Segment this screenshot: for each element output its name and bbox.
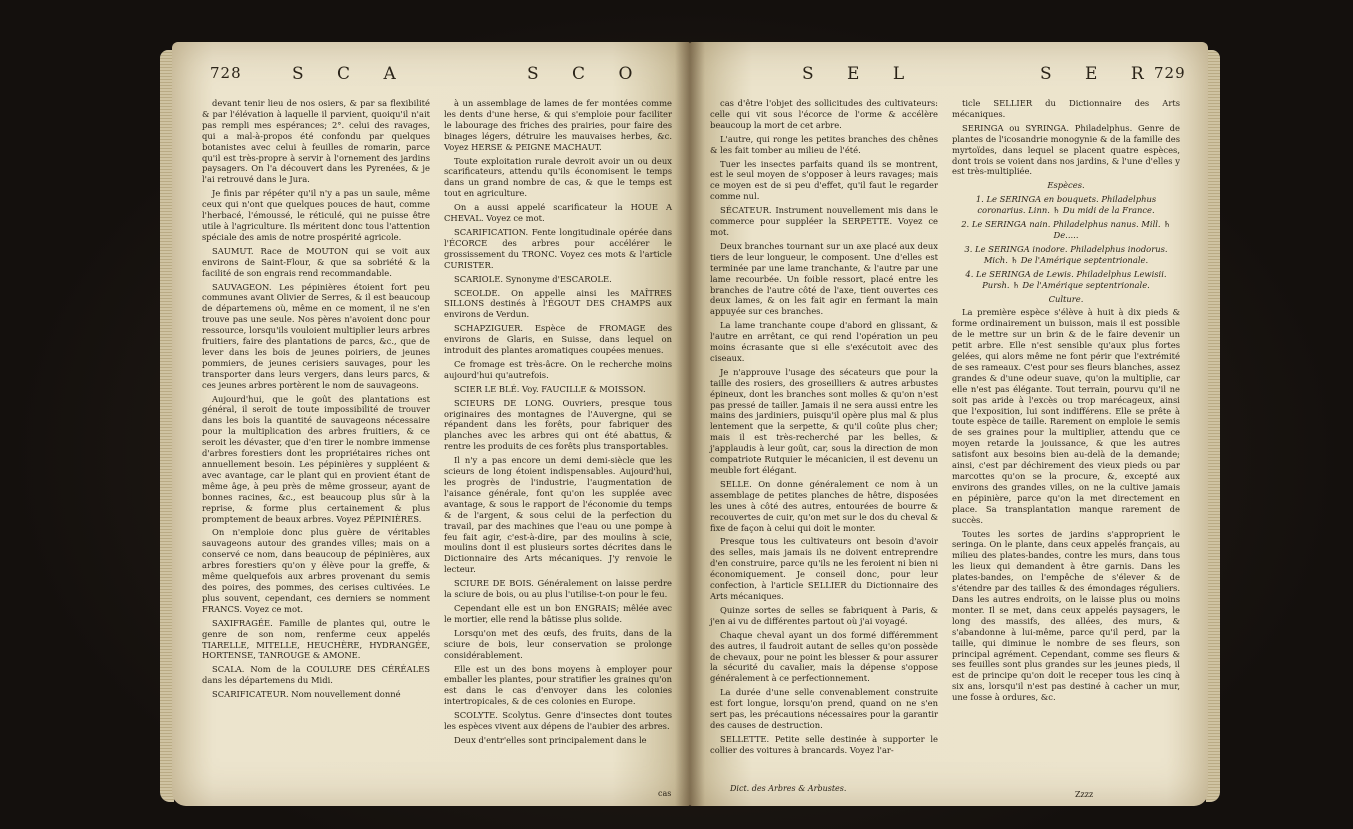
paragraph: Cependant elle est un bon ENGRAIS; mêlée avec le mortier, elle rend la bâtisse plus solide. [444, 602, 672, 624]
paragraph: 4. Le SERINGA de Lewis. Philadelphus Lewisii. Pursh. ♄ De l'Amérique septentrionale. [965, 268, 1167, 290]
paragraph: SCOLYTE. Scolytus. Genre d'insectes dont toutes les espèces vivent aux dépens de l'aubier des arbres. [444, 710, 672, 732]
footer-signature: Dict. des Arbres & Arbustes. [730, 784, 847, 793]
paragraph: SCEOLDE. On appelle ainsi les MAÎTRES SILLONS destinés à l'ÉGOUT DES CHAMPS aux environs de Verdun. [444, 287, 672, 320]
right-page-number: 729 [1154, 64, 1186, 82]
right-page [690, 42, 1208, 806]
open-book [160, 28, 1220, 818]
paragraph: Aujourd'hui, que le goût des plantations est général, il seroit de toute impossibilité de trouver dans les bois la quantité de sauvageons nécessaire pour la multiplication des arbres fruitiers, & ce seroit les dévaster, que d'en tirer le nombre immense d'arbres forestiers dont les propriétaires riches ont annuellement besoin. Les pépinières y suppléent & avec avantage, car le plant qui en provient étant de même âge, à peu près de même grosseur, ayant de bonnes racines, &c., est beaucoup plus sûr à la reprise, & forme plus certainement & plus promptement de beaux arbres. Voyez PÉPINIÈRES. [202, 393, 430, 524]
paragraph: Toutes les sortes de jardins s'approprient le seringa. On le plante, dans ceux appelés français, au milieu des plates-bandes, contre les murs, dans tous les lieux qui demandent à être garnis. Dans les plates-bandes, on l'empêche de s'élever & de s'étendre par des tailles & des émondages réguliers. Dans les autres endroits, on le laisse plus ou moins monter. Il se met, dans ceux appelés paysagers, le long des massifs, des allées, des murs, & s'abandonne à lui-même, parce qu'il perd, par la taille, qui diminue le nombre de ses fleurs, son principal agrément. Cependant, comme ses fleurs & ses feuilles sont plus grandes sur les jeunes pieds, il est de principe qu'on doit le receper tous les cinq à six ans, lorsqu'il n'est pas destiné à cacher un mur, une fosse à ordures, &c. [952, 528, 1180, 703]
left-column-2 [444, 98, 672, 749]
paragraph: Je n'approuve l'usage des sécateurs que pour la taille des rosiers, des groseilliers & autres arbustes épineux, dont les branches sont molles & qu'on n'est pas pressé de tailler. Jamais il ne sera aussi entre les mains des jardiniers, puisqu'il opère plus mal & plus lentement que la serpette, & qu'il coûte plus cher; mais il est très-recherché par les belles, & j'applaudis à leur goût, car, sous la direction de mon compatriote Rutquier le mécanicien, il est devenu un meuble fort élégant. [710, 366, 938, 475]
paragraph: ticle SELLIER du Dictionnaire des Arts mécaniques. [952, 98, 1180, 119]
paragraph: Espèces. [1047, 180, 1085, 191]
paragraph: Elle est un des bons moyens à employer pour emballer les plantes, pour stratifier les graines qu'on est dans le cas d'envoyer dans les colonies intertropicales, & de ces colonies en Europe. [444, 663, 672, 707]
left-page-number: 728 [210, 64, 242, 82]
paragraph: SCIER LE BLÉ. Voy. FAUCILLE & MOISSON. [454, 383, 646, 394]
paragraph: On n'emploie donc plus guère de véritables sauvageons autour des grandes villes; mais on a conservé ce nom, dans beaucoup de pépinières, aux arbres forestiers qu'on y élève pour la greffe, & même quelquefois aux arbres provenant du semis des poires, des pommes, des cerises cultivées. Le plus souvent, cependant, ces derniers se nomment FRANCS. Voyez ce mot. [202, 527, 430, 614]
paragraph: SAUMUT. Race de MOUTON qui se voit aux environs de Saint-Flour, & que sa sobriété & la facilité de son engrais rend recommandable. [202, 245, 430, 278]
paragraph: Lorsqu'on met des œufs, des fruits, dans de la sciure de bois, leur conservation se prolonge considérablement. [444, 627, 672, 660]
paragraph: cas d'être l'objet des sollicitudes des cultivateurs: celle qui vit sous l'écorce de l'orme & accélère beaucoup la mort de cet arbre. [710, 98, 938, 130]
left-running-head [172, 64, 690, 94]
paragraph: 3. Le SERINGA inodore. Philadelphus inodorus. Mich. ♄ De l'Amérique septentrionale. [964, 243, 1168, 265]
paragraph: Deux branches tournant sur un axe placé aux deux tiers de leur longueur, le composent. Une d'elles est terminée par une lame tranchante, & l'autre par une lame recourbée. Un foible ressort, placé entre les branches de l'autre côté de l'axe, tient ouvertes ces deux lames, & on les fait agir en fermant la main appuyée sur ces branches. [710, 240, 938, 317]
paragraph: Chaque cheval ayant un dos formé différemment des autres, il faudroit autant de selles qu'on possède de chevaux, pour ne point les blesser & pour assurer la sécurité du cavalier, mais la dépense s'oppose généralement à ce perfectionnement. [710, 629, 938, 684]
paragraph: Deux d'entr'elles sont principalement dans le [454, 734, 647, 745]
paragraph: 1. Le SERINGA en bouquets. Philadelphus coronarius. Linn. ♄ Du midi de la France. [975, 194, 1157, 216]
paragraph: SAUVAGEON. Les pépinières étoient fort peu communes avant Olivier de Serres, & il est beaucoup de départemens où, même en ce moment, il ne s'en trouve pas une seule. Nos pères n'avoient donc pour ressource, lorsqu'ils vouloient multiplier leurs arbres fruitiers, faire des plantations de parcs, &c., que de lever dans les bois de jeunes poiriers, de jeunes pommiers, de jeunes cerisiers sauvages, pour les transporter dans leurs vergers, dans leurs parcs, & ces jeunes arbres portèrent le nom de sauvageons. [202, 281, 430, 390]
paragraph: SCHAPZIGUER. Espèce de FROMAGE des environs de Glaris, en Suisse, dans lequel on introduit des plantes aromatiques coupées menues. [444, 323, 672, 356]
paragraph: Presque tous les cultivateurs ont besoin d'avoir des selles, mais jamais ils ne doivent entreprendre d'en construire, parce qu'ils ne les feroient ni bien ni économiquement. Je conseil donc, pour leur confection, à l'article SELLIER du Dictionnaire des Arts mécaniques. [710, 536, 938, 601]
paragraph: SCIEURS DE LONG. Ouvriers, presque tous originaires des montagnes de l'Auvergne, qui se répandent dans les forêts, pour fabriquer des planches avec les arbres qui ont été abattus, & rentre les produits de ces forêts plus transportables. [444, 397, 672, 452]
paragraph: Quinze sortes de selles se fabriquent à Paris, & j'en ai vu de différentes partout où j'ai voyagé. [710, 604, 938, 626]
paragraph: SELLE. On donne généralement ce nom à un assemblage de petites planches de hêtre, disposées les unes à côté des autres, entourées de bourre & recouvertes de cuir, qu'on met sur le dos du cheval & fixe de façon à celui qui doit le monter. [710, 478, 938, 533]
left-catchword: cas [658, 789, 672, 798]
left-page [172, 42, 690, 806]
paragraph: La durée d'une selle convenablement construite est fort longue, lorsqu'on prend, quand on ne s'en sert pas, les précautions nécessaires pour la garantir des causes de destruction. [710, 687, 938, 730]
paragraph: Toute exploitation rurale devroit avoir un ou deux scarificateurs, attendu qu'ils économisent le temps dans un grand nombre de cas, & que le temps est tout en agriculture. [444, 155, 672, 199]
book-gutter [675, 42, 705, 806]
paragraph: SCIURE DE BOIS. Généralement on laisse perdre la sciure de bois, ou au plus l'utilise-t-on pour le feu. [444, 578, 672, 600]
paragraph: devant tenir lieu de nos osiers, & par sa flexibilité & par l'élévation à laquelle il parvient, quoiqu'il n'ait pas rempli mes espérances; 2°. celui des ravages, qui a mal-à-propos été confondu par quelques botanistes avec celui à feuilles de romarin, parce qu'il est très-propre à servir à l'ornement des jardins paysagers. On l'a découvert dans les Pyrenées, & je l'ai retrouvé dans le Jura. [202, 98, 430, 185]
paragraph: SCALA. Nom de la COULURE DES CÉRÉALES dans les départemens du Midi. [202, 664, 430, 686]
right-column-1 [710, 98, 938, 759]
right-running-head-1: S E L [802, 64, 919, 84]
paragraph: La lame tranchante coupe d'abord en glissant, & l'autre en arrêtant, ce qui rend l'opération un peu moins écrasante que si elle s'exécutoit avec des ciseaux. [710, 320, 938, 363]
signature-mark: Zzzz [1075, 790, 1094, 799]
paragraph: On a aussi appelé scarificateur la HOUE A CHEVAL. Voyez ce mot. [444, 202, 672, 224]
paragraph: L'autre, qui ronge les petites branches des chênes & les fait tomber au milieu de l'été. [710, 133, 938, 155]
paragraph: Culture. [1048, 293, 1084, 304]
paragraph: à un assemblage de lames de fer montées comme les dents d'une herse, & qui s'emploie pour faciliter le labourage des friches des prairies, pour faire des binages légers, détruire les mauvaises herbes, &c. Voyez HERSE & PEIGNE MACHAUT. [444, 98, 672, 152]
right-column-2 [952, 98, 1180, 706]
paragraph: 2. Le SERINGA nain. Philadelphus nanus. Mill. ♄ De..... [961, 219, 1171, 240]
paragraph: Je finis par répéter qu'il n'y a pas un saule, même ceux qui n'ont que quelques pouces de haut, comme l'herbacé, l'émoussé, le réticulé, qui ne puisse être utile à l'agriculture. Ils méritent donc tous l'attention spéciale des amis de notre prospérité agricole. [202, 188, 430, 242]
right-running-head [690, 64, 1208, 94]
left-running-head-2: S C O [527, 64, 647, 84]
paragraph: SCARIFICATION. Fente longitudinale opérée dans l'ÉCORCE des arbres pour accélérer le grossissement du TRONC. Voyez ces mots & l'article CURISTER. [444, 226, 672, 270]
left-column-1 [202, 98, 430, 703]
paragraph: SAXIFRAGÉE. Famille de plantes qui, outre le genre de son nom, renferme ceux appelés TIARELLE, MITELLE, HEUCHÈRE, HYDRANGÉE, HORTENSE, TANROUGE & AMONE. [202, 617, 430, 661]
paragraph: SÉCATEUR. Instrument nouvellement mis dans le commerce pour suppléer la SERPETTE. Voyez ce mot. [710, 205, 938, 237]
paragraph: La première espèce s'élève à huit à dix pieds & forme ordinairement un buisson, mais il est possible de le mettre sur un brin & de le faire devenir un petit arbre. Elle n'est sensible qu'aux plus fortes gelées, qui alors même ne font périr que l'extrémité de ses rameaux. C'est pour ses fleurs blanches, assez grandes & d'une odeur suave, qu'on la multiplie, car elle n'est pas élégante. Tout terrain, pourvu qu'il ne soit pas aride à l'excès ou trop marécageux, ainsi que l'exposition, lui sont indifférens. Elle se prête à toute espèce de taille. Rarement on emploie le semis de ses graines pour la multiplier, attendu que ce moyen retarde la jouissance, & que les autres satisfont aux besoins bien au-delà de la demande; ainsi, c'est par déchirement des vieux pieds ou par marcottes qu'on se la procure, &, excepté aux environs des grandes villes, on ne la cultive jamais en pépinière, parce qu'on la met directement en place. Sa transplantation manque rarement de succès. [952, 307, 1180, 525]
paragraph: SCARIFICATEUR. Nom nouvellement donné [212, 689, 401, 700]
paragraph: Il n'y a pas encore un demi demi-siècle que les scieurs de long étoient indispensables. Aujourd'hui, les progrès de l'industrie, l'augmentation de l'aisance générale, font qu'on les supplée avec avantage, & sous le rapport de l'économie du temps & de l'argent, & sous celui de la perfection du travail, par des machines que l'eau ou une pompe à feu fait agir, c'est-à-dire, par des moulins à scie, moulins dont il est plusieurs sortes décrites dans le Dictionnaire des Arts mécaniques. J'y renvoie le lecteur. [444, 455, 672, 575]
paragraph: Ce fromage est très-âcre. On le recherche moins aujourd'hui qu'autrefois. [444, 358, 672, 380]
paragraph: Tuer les insectes parfaits quand ils se montrent, est le seul moyen de s'opposer à leurs ravages; mais ce moyen est de si peu d'effet, qu'il faut le regarder comme nul. [710, 158, 938, 202]
paragraph: SERINGA ou SYRINGA. Philadelphus. Genre de plantes de l'icosandrie monogynie & de la famille des myrtoïdes, dans lequel se placent quatre espèces, dont trois se voient dans nos jardins, & l'une d'elles y est très-multipliée. [952, 122, 1180, 177]
page-edges-right [1206, 50, 1220, 802]
right-running-head-2: S E R [1040, 64, 1158, 84]
paragraph: SELLETTE. Petite selle destinée à supporter le collier des voitures à brancards. Voyez l'ar- [710, 733, 938, 755]
paragraph: SCARIOLE. Synonyme d'ESCAROLE. [454, 273, 612, 284]
left-running-head-1: S C A [292, 64, 410, 84]
